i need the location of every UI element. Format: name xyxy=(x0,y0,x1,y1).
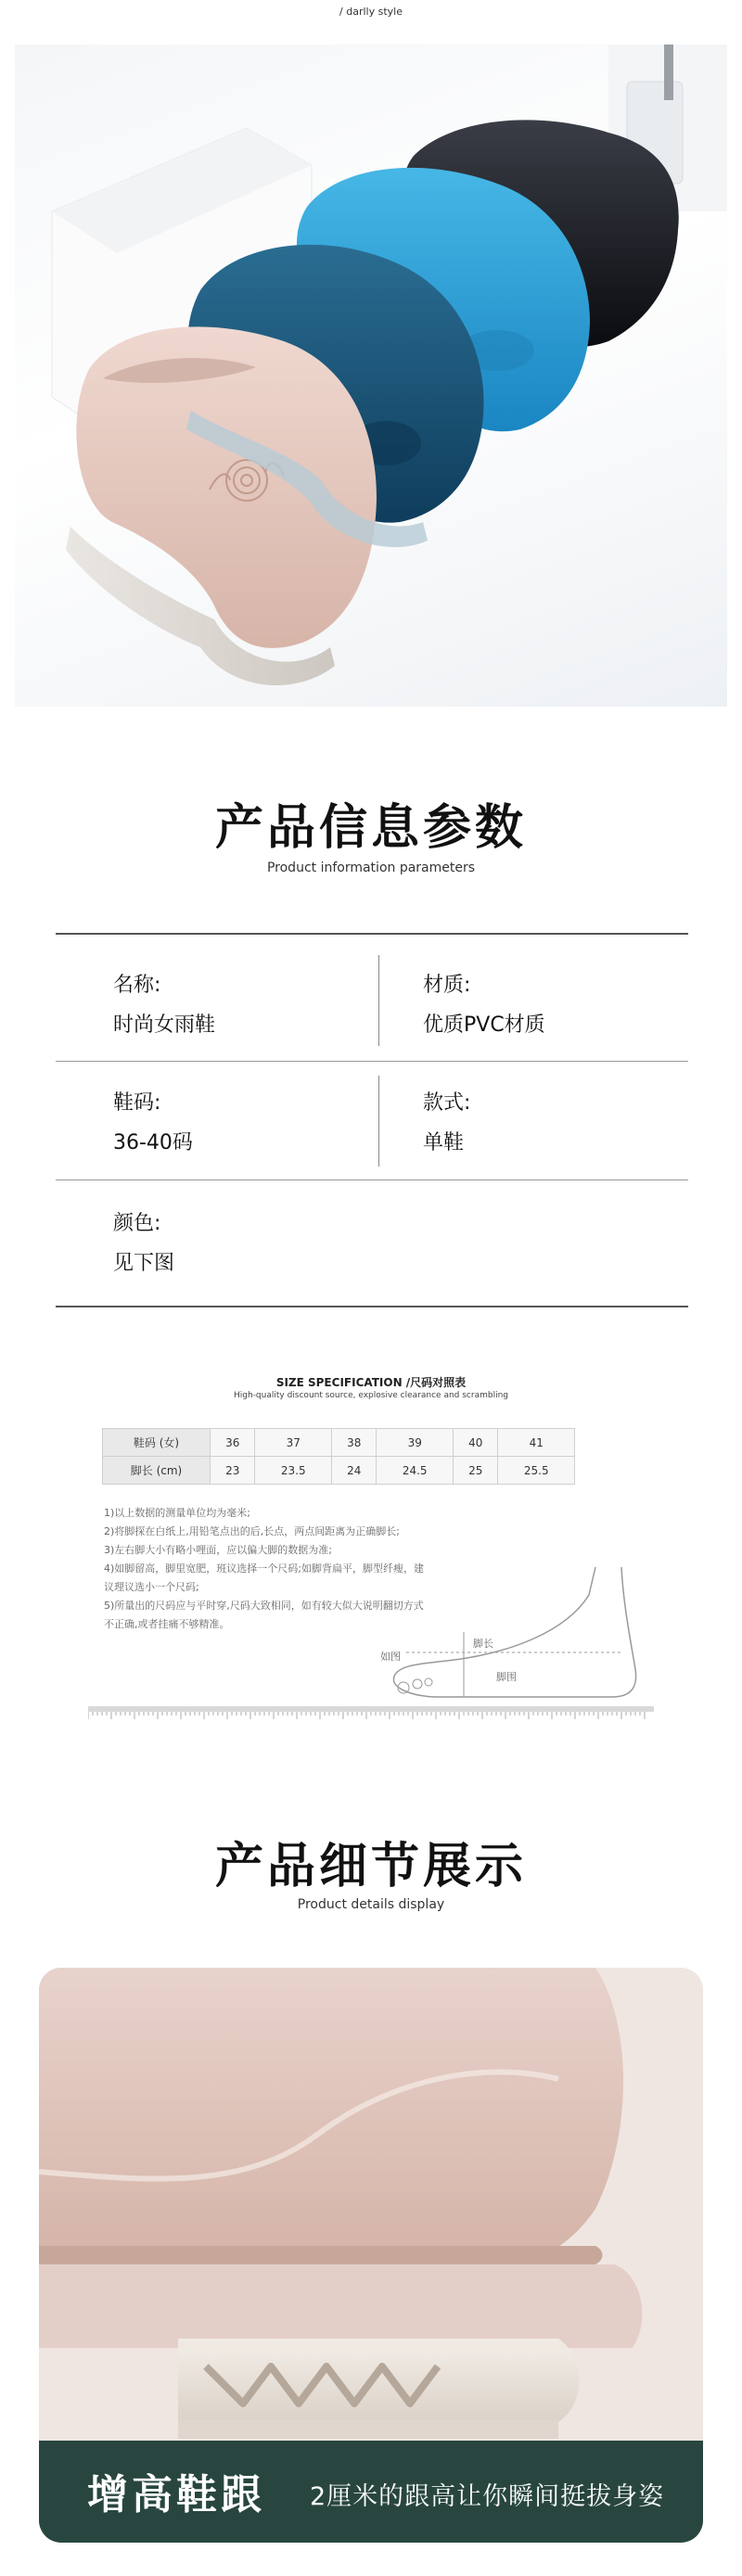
name-label: 名称: xyxy=(113,974,161,997)
size-chart-subtitle: High-quality discount source, explosive clearance and scrambling xyxy=(234,1391,508,1400)
brand-tagline: / darlly style xyxy=(339,6,403,18)
hero-product-photo xyxy=(15,45,727,707)
foot-figure-label: 如图 xyxy=(380,1651,401,1663)
table-cell: 25 xyxy=(453,1457,497,1485)
detail-section-title: 产品细节展示 xyxy=(214,1839,527,1894)
table-cell: 24.5 xyxy=(377,1457,454,1485)
table-cell: 24 xyxy=(331,1457,376,1485)
row-divider xyxy=(56,1061,688,1062)
table-cell: 23 xyxy=(211,1457,255,1485)
info-section-title: 产品信息参数 xyxy=(214,800,527,856)
size-table xyxy=(102,1428,575,1485)
table-cell: 39 xyxy=(377,1429,454,1457)
foot-width-label: 脚围 xyxy=(496,1672,517,1683)
banner-text: 2厘米的跟高让你瞬间挺拔身姿 xyxy=(310,2482,665,2511)
column-divider xyxy=(378,955,379,1046)
color-label: 颜色: xyxy=(113,1212,161,1235)
rain-shoes-illustration xyxy=(15,45,727,707)
name-value: 时尚女雨鞋 xyxy=(113,1014,216,1037)
size-label: 鞋码: xyxy=(113,1091,161,1115)
row-header: 鞋码 (女) xyxy=(103,1429,211,1457)
table-cell: 38 xyxy=(331,1429,376,1457)
table-top-rule xyxy=(56,933,688,935)
note-line: 议理议选小一个尺码; xyxy=(104,1581,199,1593)
table-row xyxy=(103,1429,575,1457)
banner-title: 增高鞋跟 xyxy=(87,2471,265,2519)
column-divider xyxy=(378,1076,379,1167)
foot-length-label: 脚长 xyxy=(473,1639,493,1650)
heel-feature-banner xyxy=(39,2441,703,2543)
foot-measure-icon xyxy=(352,1567,659,1706)
note-line: 3)左右脚大小有略小哩面，应以偏大脚的数据为准; xyxy=(104,1544,332,1556)
table-cell: 41 xyxy=(498,1429,575,1457)
color-value: 见下图 xyxy=(113,1252,175,1275)
material-label: 材质: xyxy=(423,974,471,997)
table-bottom-rule xyxy=(56,1306,688,1307)
table-cell: 37 xyxy=(255,1429,332,1457)
style-value: 单鞋 xyxy=(423,1131,465,1154)
table-cell: 40 xyxy=(453,1429,497,1457)
size-value: 36-40码 xyxy=(113,1131,193,1154)
table-cell: 23.5 xyxy=(255,1457,332,1485)
detail-section-subtitle: Product details display xyxy=(297,1897,445,1912)
heel-closeup-photo xyxy=(39,1968,703,2543)
info-section-subtitle: Product information parameters xyxy=(266,861,476,875)
note-line: 1)以上数据的测量单位均为毫米; xyxy=(104,1507,250,1519)
ruler-strip xyxy=(88,1706,654,1719)
note-line: 5)所量出的尺码应与平时穿,尺码大致相同，如有较大似大说明翻切方式 xyxy=(104,1600,424,1612)
note-line: 不正确,或者挂痛不够精准。 xyxy=(104,1618,230,1630)
note-line: 4)如脚留高，脚里宽肥，班议选择一个尺码;如脚背扁平，脚型纤瘦，建 xyxy=(104,1562,424,1575)
row-header: 脚长 (cm) xyxy=(103,1457,211,1485)
table-cell: 36 xyxy=(211,1429,255,1457)
style-label: 款式: xyxy=(423,1091,471,1115)
table-row xyxy=(103,1457,575,1485)
material-value: 优质PVC材质 xyxy=(423,1014,545,1037)
table-cell: 25.5 xyxy=(498,1457,575,1485)
note-line: 2)将脚探在白纸上,用铅笔点出的后,长点，两点间距离为正确脚长; xyxy=(104,1525,400,1537)
ruler-ticks xyxy=(88,1712,645,1719)
size-chart-title: SIZE SPECIFICATION /尺码对照表 xyxy=(275,1376,467,1389)
